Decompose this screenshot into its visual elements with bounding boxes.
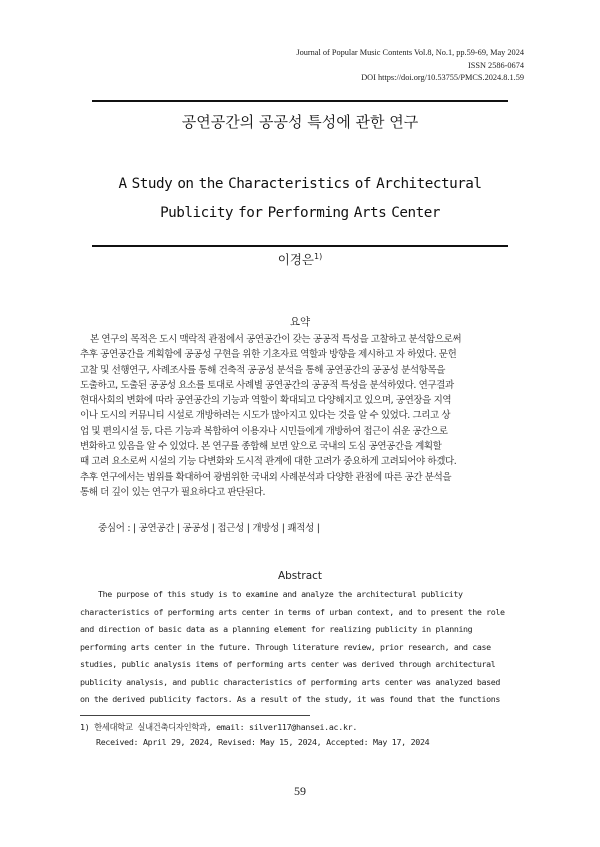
abstract-korean-line: 도출하고, 도출된 공공성 요소를 토대로 사례별 공연공간의 공공적 특성을 분석하였다. 연구결과 — [80, 379, 454, 391]
title-korean: 공연공간의 공공성 특성에 관한 연구 — [181, 113, 419, 131]
page-number: 59 — [294, 784, 306, 798]
footnote-rule — [80, 715, 310, 716]
abstract-korean-line: 업 및 편의시설 등, 다른 기능과 복합하여 이용자나 시민들에게 개방하여 접근이 쉬운 공간으로 — [80, 425, 448, 437]
author-footnote-mark[interactable]: 1) — [314, 251, 323, 261]
author — [60, 251, 540, 269]
title-english-line-1: A Study on the Characteristics of Architectural — [118, 176, 482, 192]
abstract-english-line: publicity analysis, and public characteristics of performing arts center was analyzed based — [80, 676, 500, 687]
title-rule-bottom — [92, 245, 508, 247]
journal-citation: Journal of Popular Music Contents Vol.8, No.1, pp.59-69, May 2024 — [296, 48, 524, 57]
footnote — [80, 720, 540, 749]
abstract-english-line: characteristics of performing arts center in terms of urban context, and to present the role — [80, 606, 505, 617]
title-english-line-2: Publicity for Performing Arts Center — [160, 205, 440, 221]
abstract-english-line: on the derived publicity factors. As a result of the study, it was found that the functions — [80, 694, 500, 704]
journal-doi[interactable]: DOI https://doi.org/10.53755/PMCS.2024.8.1.59 — [361, 73, 524, 82]
abstract-korean-line: 추후 공연공간을 계획함에 공공성 구현을 위한 기초자료 역할과 방향을 제시하고 자 하였다. 문헌 — [80, 349, 457, 361]
abstract-korean-line: 현대사회의 변화에 따라 공연공간의 기능과 역할이 확대되고 다양해지고 있으며, 공연장을 지역 — [80, 395, 452, 407]
footnote-affiliation: 1) 한세대학교 실내건축디자인학과, email: silver117@hansei.ac.kr. — [80, 722, 358, 732]
abstract-korean-line: 변화하고 있음을 알 수 있었다. 본 연구를 종합해 보면 앞으로 국내의 도심 공연공간을 계획할 — [80, 441, 442, 453]
journal-meta — [224, 47, 524, 85]
author-name: 이경은 — [277, 252, 314, 267]
title-rule-top — [92, 100, 508, 102]
abstract-korean-line: 추후 연구에서는 범위를 확대하여 광범위한 국내외 사례분석과 다양한 관점에 따른 공간 분석을 — [80, 471, 452, 483]
abstract-korean-line: 이나 도시의 커뮤니티 시설로 개방하려는 시도가 많아지고 있다는 것을 알 수 있었다. 그리고 상 — [80, 410, 451, 422]
abstract-english-line: The purpose of this study is to examine and analyze the architectural publicity — [98, 589, 463, 599]
abstract-english-line: and direction of basic data as a planning element for realizing publicity in planning — [80, 624, 473, 634]
abstract-english-line: performing arts center in the future. Through literature review, prior research, and case — [80, 641, 491, 652]
abstract-korean-line: 본 연구의 목적은 도시 맥락적 관점에서 공연공간이 갖는 공공적 특성을 고찰하고 분석함으로써 — [90, 334, 462, 345]
abstract-korean-line: 때 고려 요소로써 시설의 기능 다변화와 도시적 관계에 대한 고려가 중요하게 고려되어야 하겠다. — [80, 456, 457, 468]
abstract-english-heading: Abstract — [277, 570, 323, 582]
abstract-korean-line: 통해 더 깊이 있는 연구가 필요하다고 판단된다. — [80, 486, 266, 498]
abstract-korean-line: 고찰 및 선행연구, 사례조사를 통해 건축적 공공성 분석을 통해 공연공간의 공공성 분석항목을 — [80, 364, 445, 376]
abstract-english-line: studies, public analysis items of performing arts center was derived through architectural — [80, 659, 496, 669]
abstract-english-body — [80, 586, 520, 709]
abstract-korean-body — [80, 332, 520, 500]
journal-issn: ISSN 2586-0674 — [467, 60, 524, 70]
footnote-dates: Received: April 29, 2024, Revised: May 15, 2024, Accepted: May 17, 2024 — [96, 736, 430, 747]
title-english — [60, 170, 540, 228]
abstract-korean-heading: 요약 — [289, 316, 311, 328]
keywords: 중심어 : | 공연공간 | 공공성 | 접근성 | 개방성 | 쾌적성 | — [98, 523, 320, 534]
